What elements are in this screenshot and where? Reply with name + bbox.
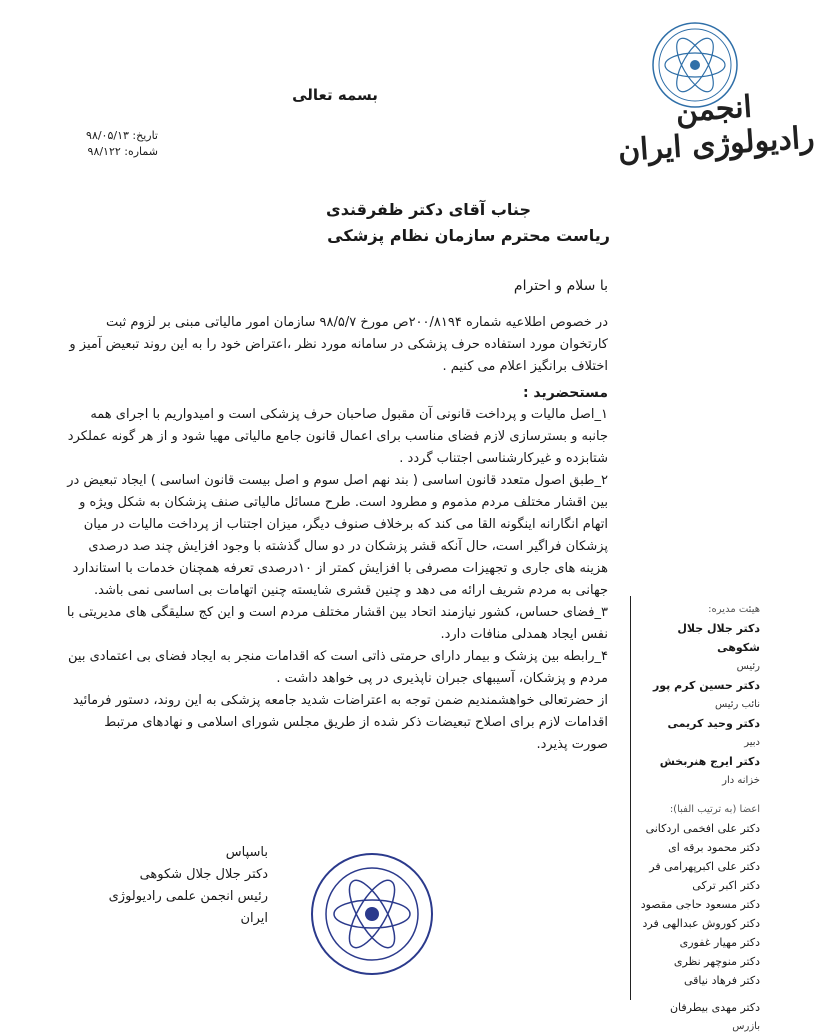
- board-member-name: دکتر وحید کریمی: [667, 717, 760, 730]
- board-member-role: رئیس: [736, 661, 760, 672]
- board-member-role: نائب رئیس: [715, 699, 760, 710]
- item-4: ۴_رابطه بین پزشک و بیمار دارای حرمتی ذاتی است که اقدامات منجر به ایجاد فضای بی اعتمادی بین مردم و پزشکان، آسیبهای جبران ناپذیری در پی خواهد داشت .: [68, 649, 608, 686]
- closing-paragraph: از حضرتعالی خواهشمندیم ضمن توجه به اعتراضات شدید جامعه پزشکی به این روند، دستور فرمائید اقدامات لازم برای اصلاح تبعیضات ذکر شده از طریق مجلس شورای اسلامی و نهادهای مرتبط صورت پذیرد.: [72, 693, 608, 752]
- board-member-name: دکتر ایرج هنربخش: [659, 755, 760, 768]
- item-2: ۲_طبق اصول متعدد قانون اساسی ( بند نهم اصل سوم و اصل بیست قانون اساسی ) ایجاد تبعیض در بین اقشار مختلف مردم مذموم و مطرود است. طرح مسائل مالیاتی صنف پزشکان به شکل ویژه و اتهام انگارانه اینگونه القا می کند که برخلاف صنوف دیگر، میزان اجتناب از پرداخت مالیات در میان پزشکان فراگیر است، حال آنکه قشر پزشکان در دو سال گذشته با وجود افزایش چند صد درصدی هزینه های جاری و تجهیزات مصرفی با افزایش کمتر از ۱۰درصدی تعرفه همچنان خدمات با استاندارد جهانی به مردم شریف ارائه می دهد و چنین قشری شایسته چنین اتهامات بی اساسی نمی باشد.: [67, 473, 608, 598]
- item-3: ۳_فضای حساس، کشور نیازمند اتحاد بین اقشار مختلف مردم است و این کج سلیقگی های مدیریتی با نفس ایجاد همدلی منافات دارد.: [66, 605, 608, 642]
- addressee-title: ریاست محترم سازمان نظام پزشکی: [327, 226, 610, 245]
- subject-heading: مستحضرید :: [522, 385, 608, 401]
- item-1: ۱_اصل مالیات و پرداخت قانونی آن مقبول صاحبان حرف پزشکی است و امیدواریم با اجرای همه جانبه و بسترسازی لازم فضای مناسب برای اعمال قانون جامع مالیاتی مهیا شود و از هر گونه عملکرد شتابزده و غیرکارشناسی اجتناب گردد .: [67, 407, 608, 466]
- member-item: دکتر اکبر ترکی: [692, 879, 760, 892]
- board-member-name: دکتر جلال جلال شکوهی: [677, 622, 760, 654]
- bismillah-heading: بسمه تعالی: [292, 86, 378, 104]
- signature-thanks: باسپاس: [225, 845, 268, 860]
- greeting: با سلام و احترام: [513, 278, 608, 294]
- addressee-name: جناب آقای دکتر ظفرقندی: [326, 200, 531, 219]
- signature-block: [108, 842, 268, 930]
- member-item: دکتر فرهاد نیاقی: [683, 974, 760, 987]
- board-sidebar: [640, 598, 760, 1036]
- board-member-role: خزانه دار: [722, 775, 760, 786]
- board-member-name: دکتر حسین کرم پور: [652, 679, 760, 692]
- intro-paragraph: در خصوص اطلاعیه شماره ۲۰۰/۸۱۹۴ص مورخ ۹۸/۵/۷ سازمان امور مالیاتی مبنی بر لزوم ثبت کارتخوان مورد استفاده حرف پزشکی در سامانه مورد نظر ،اعتراض خود را به این روند تبعیض آمیز و اختلاف برانگیز اعلام می کنیم .: [69, 315, 608, 374]
- seal-icon: [308, 850, 436, 978]
- number-line: شماره: ۹۸/۱۲۲: [87, 145, 158, 158]
- signature-title: رئیس انجمن علمی رادیولوژی ایران: [108, 889, 268, 926]
- members-header: اعضا (به ترتیب الفبا):: [669, 804, 760, 815]
- signature-name: دکتر جلال جلال شکوهی: [139, 867, 268, 882]
- member-item: دکتر کوروش عبدالهی فرد: [642, 917, 760, 930]
- member-item: دکتر محمود برقه ای: [668, 841, 760, 854]
- inspector-name: دکتر مهدی بیطرفان: [669, 1001, 760, 1014]
- org-name-logotype: انجمن رادیولوژی ایران: [616, 89, 816, 169]
- official-seal-stamp: [308, 850, 436, 978]
- board-header: هیئت مدیره:: [708, 604, 760, 615]
- letter-meta: [48, 128, 158, 160]
- inspector-role: بازرس: [732, 1021, 760, 1032]
- member-item: دکتر علی افخمی اردکانی: [645, 822, 760, 835]
- member-item: دکتر مهیار غفوری: [679, 936, 760, 949]
- member-item: دکتر مسعود حاجی مقصود: [640, 898, 760, 911]
- member-item: دکتر علی اکبرپهرامی فر: [649, 860, 760, 873]
- letter-body: [66, 312, 608, 756]
- date-line: تاریخ: ۹۸/۰۵/۱۳: [86, 129, 158, 142]
- board-member-role: دبیر: [744, 737, 760, 748]
- sidebar-divider: [630, 596, 631, 1000]
- member-item: دکتر منوچهر نظری: [673, 955, 760, 968]
